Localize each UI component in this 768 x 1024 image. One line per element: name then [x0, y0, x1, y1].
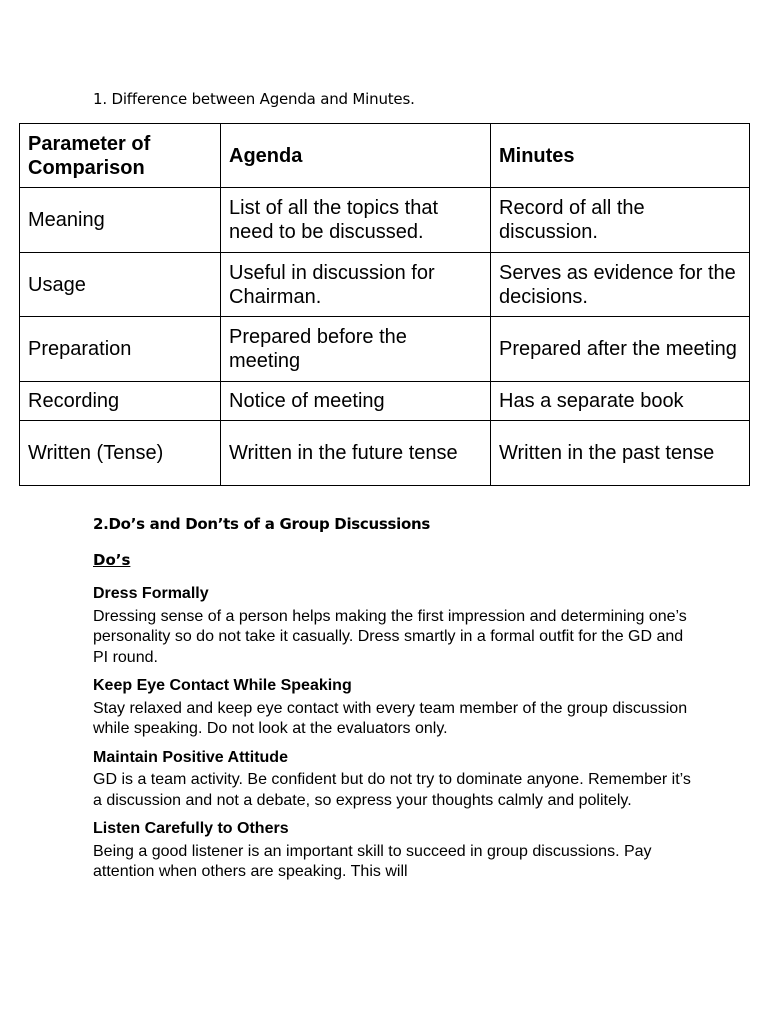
table-cell-agenda: Useful in discussion for Chairman. — [221, 253, 491, 317]
table-cell-parameter: Meaning — [20, 188, 221, 253]
item-title: Maintain Positive Attitude — [93, 748, 288, 766]
table-cell-agenda: Notice of meeting — [221, 382, 491, 421]
table-row — [20, 317, 750, 382]
table-cell-parameter: Written (Tense) — [20, 421, 221, 486]
table-row — [20, 253, 750, 317]
dos-subheading: Do’s — [93, 551, 131, 569]
item-body: GD is a team activity. Be confident but do not try to dominate anyone. Remember it’s a discussion and not a debate, so express your thoughts calmly and politely. — [93, 771, 691, 809]
item-title: Listen Carefully to Others — [93, 820, 289, 837]
table-cell-minutes: Serves as evidence for the decisions. — [491, 253, 750, 317]
table-row — [20, 188, 750, 253]
table-cell-parameter: Preparation — [20, 317, 221, 382]
dos-list — [93, 584, 693, 891]
list-item — [93, 819, 693, 883]
section-heading-agenda-minutes: 1. Difference between Agenda and Minutes. — [93, 90, 415, 108]
table-cell-minutes: Has a separate book — [491, 382, 750, 421]
table-row — [20, 421, 750, 486]
table-header-cell: Parameter of Comparison — [20, 124, 221, 188]
table-cell-agenda: List of all the topics that need to be discussed. — [221, 188, 491, 253]
list-item — [93, 676, 693, 740]
table-cell-agenda: Prepared before the meeting — [221, 317, 491, 382]
item-title: Keep Eye Contact While Speaking — [93, 677, 352, 694]
table-header-cell: Agenda — [221, 124, 491, 188]
item-body: Being a good listener is an important skill to succeed in group discussions. Pay attention when others are speaking. This will — [93, 842, 652, 880]
table-cell-minutes: Written in the past tense — [491, 421, 750, 486]
list-item — [93, 584, 693, 668]
section-heading-dos-donts: 2.Do’s and Don’ts of a Group Discussions — [93, 515, 431, 533]
list-item — [93, 748, 693, 812]
table-cell-parameter: Recording — [20, 382, 221, 421]
table-cell-minutes: Prepared after the meeting — [491, 317, 750, 382]
table-cell-minutes: Record of all the discussion. — [491, 188, 750, 253]
comparison-table — [19, 123, 750, 486]
table-row — [20, 382, 750, 421]
table-cell-parameter: Usage — [20, 253, 221, 317]
table-header-row — [20, 124, 750, 188]
table-cell-agenda: Written in the future tense — [221, 421, 491, 486]
item-body: Dressing sense of a person helps making the first impression and determining one’s personality so do not take it casually. Dress smartly in a formal outfit for the GD and PI round. — [93, 607, 687, 666]
item-body: Stay relaxed and keep eye contact with every team member of the group discussion while speaking. Do not look at the evaluators only. — [93, 699, 688, 737]
table-header-cell: Minutes — [491, 124, 750, 188]
item-title: Dress Formally — [93, 585, 209, 602]
